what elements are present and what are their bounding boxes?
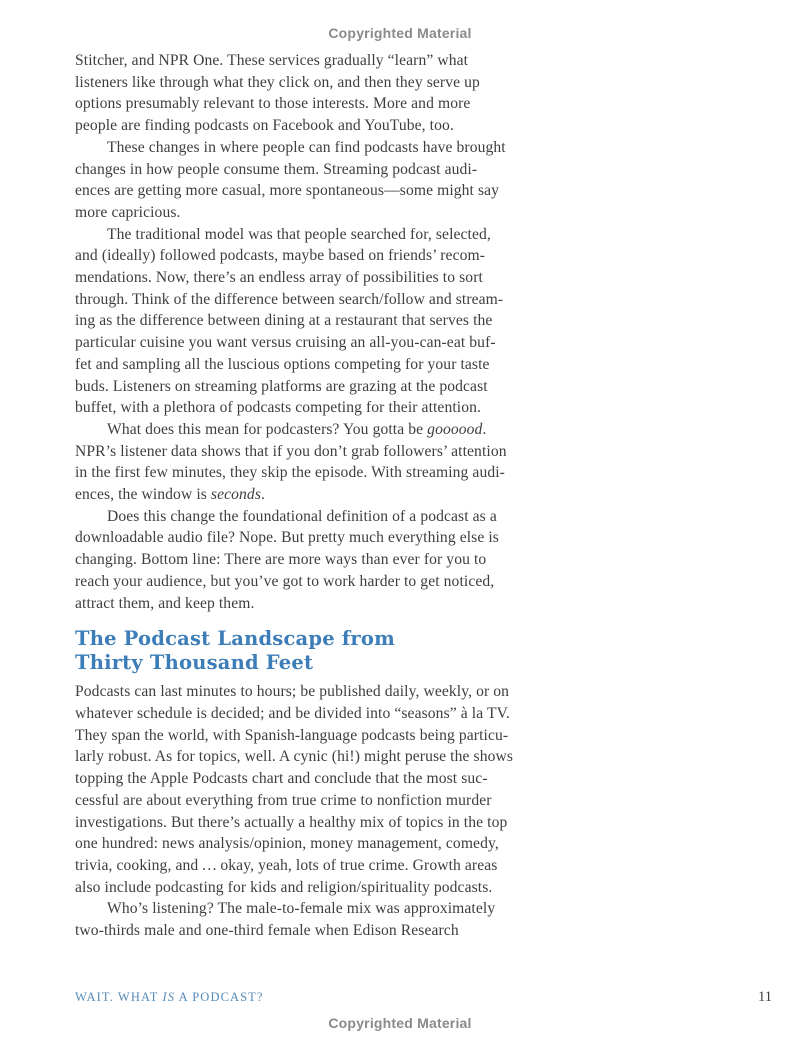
text-line: NPR’s listener data shows that if you don’t grab followers’ attention [75,442,507,460]
text-line: Does this change the foundational definition of a podcast as a [107,507,497,525]
text-line: investigations. But there’s actually a healthy mix of topics in the top [75,813,508,831]
body-paragraph [75,419,543,506]
text-column [75,50,543,942]
text-line: options presumably relevant to those interests. More and more [75,95,471,113]
text-line: whatever schedule is decided; and be divided into “seasons” à la TV. [75,704,510,722]
running-head: WAIT. WHAT IS A PODCAST? [75,990,264,1004]
text-line: also include podcasting for kids and religion/spirituality podcasts. [75,878,493,896]
text-line: and (ideally) followed podcasts, maybe based on friends’ recom- [75,247,486,265]
text-line: downloadable audio file? Nope. But pretty much everything else is [75,529,499,547]
page-number: 11 [758,989,772,1005]
section-heading [75,627,543,674]
text-line: Stitcher, and NPR One. These services gradually “learn” what [75,52,469,69]
text-line: listeners like through what they click on, and then they serve up [75,73,480,91]
text-line: changes in how people consume them. Streaming podcast audi- [75,160,478,178]
text-line: What does this mean for podcasters? You gotta be goooood. [107,420,487,438]
text-line: changing. Bottom line: There are more ways than ever for you to [75,551,487,569]
text-line: reach your audience, but you’ve got to work harder to get noticed, [75,572,495,590]
text-line: ences are getting more casual, more spontaneous—some might say [75,182,500,200]
bottom-copyright-notice: Copyrighted Material [328,1015,472,1031]
text-line: mendations. Now, there’s an endless array of possibilities to sort [75,269,483,287]
text-line: Who’s listening? The male-to-female mix was approximately [107,900,496,918]
body-paragraph [75,506,543,615]
text-line: buffet, with a plethora of podcasts competing for their attention. [75,399,482,417]
text-line: cessful are about everything from true crime to nonfiction murder [75,791,492,809]
top-copyright-notice: Copyrighted Material [328,25,472,41]
text-line: topping the Apple Podcasts chart and conclude that the most suc- [75,770,488,788]
text-line: Podcasts can last minutes to hours; be published daily, weekly, or on [75,683,510,701]
text-line: The traditional model was that people searched for, selected, [107,225,491,243]
text-line: buds. Listeners on streaming platforms are grazing at the podcast [75,377,488,395]
body-paragraph [75,681,543,898]
body-paragraph [75,898,543,941]
text-line: attract them, and keep them. [75,594,255,612]
heading-line: Thirty Thousand Feet [75,650,314,674]
text-line: fet and sampling all the luscious options competing for your taste [75,355,490,373]
text-line: trivia, cooking, and … okay, yeah, lots of true crime. Growth areas [75,856,498,874]
text-line: through. Think of the difference between search/follow and stream- [75,290,504,308]
text-line: people are finding podcasts on Facebook and YouTube, too. [75,117,454,135]
text-line: ences, the window is seconds. [75,486,265,504]
heading-line: The Podcast Landscape from [75,627,395,651]
text-line: They span the world, with Spanish-language podcasts being particu- [75,726,509,744]
body-paragraph [75,137,543,224]
text-line: more capricious. [75,203,181,221]
text-line: in the first few minutes, they skip the episode. With streaming audi- [75,464,505,482]
body-paragraph [75,50,543,137]
text-line: particular cuisine you want versus cruising an all-you-can-eat buf- [75,334,496,352]
text-line: larly robust. As for topics, well. A cynic (hi!) might peruse the shows [75,748,514,766]
text-line: one hundred: news analysis/opinion, money management, comedy, [75,835,499,853]
text-line: two-thirds male and one-third female when Edison Research [75,922,459,940]
text-line: ing as the difference between dining at a restaurant that serves the [75,312,493,330]
text-line: These changes in where people can find podcasts have brought [107,138,506,156]
page-footer [75,989,772,1006]
body-paragraph [75,224,543,419]
